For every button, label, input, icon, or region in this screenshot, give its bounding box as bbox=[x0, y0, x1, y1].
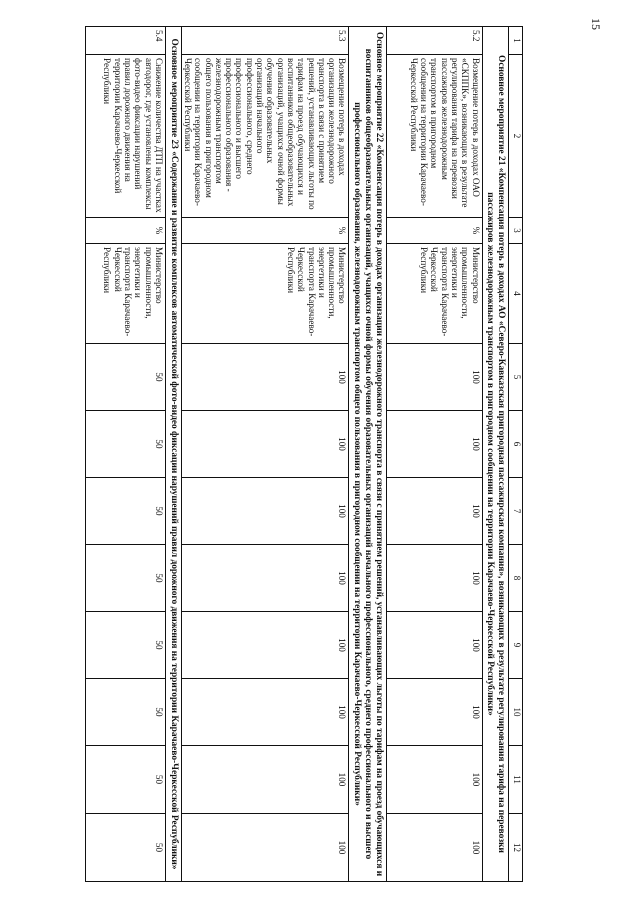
unit: % bbox=[181, 218, 349, 244]
column-header: 8 bbox=[509, 545, 523, 612]
table-row bbox=[181, 27, 349, 882]
indicator-name: Снижение количества ДТП на участках автодорог, где установлены комплексы фото-видео фиксации нарушений правил дорожного движения на территории Карачаево-Черкесской Республики bbox=[85, 55, 165, 218]
table-row bbox=[85, 27, 165, 882]
column-header: 6 bbox=[509, 411, 523, 478]
value-cell: 100 bbox=[181, 478, 349, 545]
section-header-row bbox=[482, 27, 508, 882]
value-cell: 100 bbox=[386, 814, 482, 882]
row-id: 5.4 bbox=[85, 27, 165, 55]
value-cell: 100 bbox=[386, 612, 482, 679]
column-header: 5 bbox=[509, 344, 523, 411]
section-header-row bbox=[349, 27, 386, 882]
section-title: Основное мероприятие 21 «Компенсация потерь в доходах АО «Северо-Кавказская пригородная пассажирская компания», возникающих в результате регулирования тарифа на перевозки пассажиров железнодорожным транспортом в пригородном сообщении на территории Карачаево-Черкесской Республики» bbox=[482, 27, 508, 882]
unit: % bbox=[85, 218, 165, 244]
value-cell: 50 bbox=[85, 478, 165, 545]
value-cell: 50 bbox=[85, 612, 165, 679]
column-header: 4 bbox=[509, 244, 523, 344]
value-cell: 100 bbox=[386, 344, 482, 411]
rotated-sheet bbox=[85, 26, 523, 881]
value-cell: 100 bbox=[181, 679, 349, 746]
executor: Министерство промышленности, энергетики и транспорта Карачаево-Черкесской Республики bbox=[85, 244, 165, 344]
column-header: 2 bbox=[509, 55, 523, 218]
value-cell: 100 bbox=[386, 478, 482, 545]
section-title: Основное мероприятие 22 «Компенсация потерь в доходах организации железнодорожного транспорта в связи с принятием решений, устанавливающих льготы по тарифам на проезд обучающихся и воспитанников общеобразовательных организаций, учащихся очной формы обучения образовательных организаций начального профессионального, среднего профессионального и высшего профессионального образования, железнодорожным транспортом общего пользования в пригородном сообщении на территории Карачаево-Черкесской Республики» bbox=[349, 27, 386, 882]
value-cell: 50 bbox=[85, 344, 165, 411]
value-cell: 50 bbox=[85, 411, 165, 478]
value-cell: 100 bbox=[386, 411, 482, 478]
value-cell: 50 bbox=[85, 814, 165, 882]
indicator-name: Возмещение потерь в доходах ОАО «СКППК», возникающих в результате регулирования тарифа на перевозки пассажиров железнодорожным транспортом в пригородном сообщении на территории Карачаево-Черкесской Республики bbox=[386, 55, 482, 218]
value-cell: 100 bbox=[386, 746, 482, 814]
column-header: 1 bbox=[509, 27, 523, 55]
column-number-row bbox=[509, 27, 523, 882]
value-cell: 50 bbox=[85, 746, 165, 814]
column-header: 10 bbox=[509, 679, 523, 746]
indicator-name: Возмещение потерь в доходах организации железнодорожного транспорта в связи с принятием решений, устанавливающих льготы по тарифам на проезд обучающихся и воспитанников общеобразовательных организаций, учащихся очной формы обучения образовательных организаций начального профессионального, среднего профессионального и высшего профессионального образования - железнодорожным транспортом общего пользования в пригородном сообщении на территории Карачаево-Черкесской Республики bbox=[181, 55, 349, 218]
value-cell: 100 bbox=[386, 545, 482, 612]
section-title: Основное мероприятие 23 «Содержание и развитие комплексов автоматической фото-видео фиксации нарушений правил дорожного движения на территории Карачаево-Черкесской Республики» bbox=[165, 27, 181, 882]
value-cell: 100 bbox=[181, 545, 349, 612]
value-cell: 50 bbox=[85, 545, 165, 612]
executor: Министерство промышленности, энергетики и транспорта Карачаево-Черкесской Республики bbox=[181, 244, 349, 344]
program-indicators-table bbox=[85, 26, 523, 882]
value-cell: 100 bbox=[386, 679, 482, 746]
value-cell: 100 bbox=[181, 344, 349, 411]
page-number: 15 bbox=[589, 18, 603, 30]
column-header: 12 bbox=[509, 814, 523, 882]
column-header: 9 bbox=[509, 612, 523, 679]
value-cell: 100 bbox=[181, 612, 349, 679]
section-header-row bbox=[165, 27, 181, 882]
value-cell: 100 bbox=[181, 814, 349, 882]
row-id: 5.3 bbox=[181, 27, 349, 55]
unit: % bbox=[386, 218, 482, 244]
column-header: 3 bbox=[509, 218, 523, 244]
value-cell: 50 bbox=[85, 679, 165, 746]
column-header: 7 bbox=[509, 478, 523, 545]
row-id: 5.2 bbox=[386, 27, 482, 55]
column-header: 11 bbox=[509, 746, 523, 814]
value-cell: 100 bbox=[181, 411, 349, 478]
table-row bbox=[386, 27, 482, 882]
value-cell: 100 bbox=[181, 746, 349, 814]
executor: Министерство промышленности, энергетики и транспорта Карачаево-Черкесской Республики bbox=[386, 244, 482, 344]
